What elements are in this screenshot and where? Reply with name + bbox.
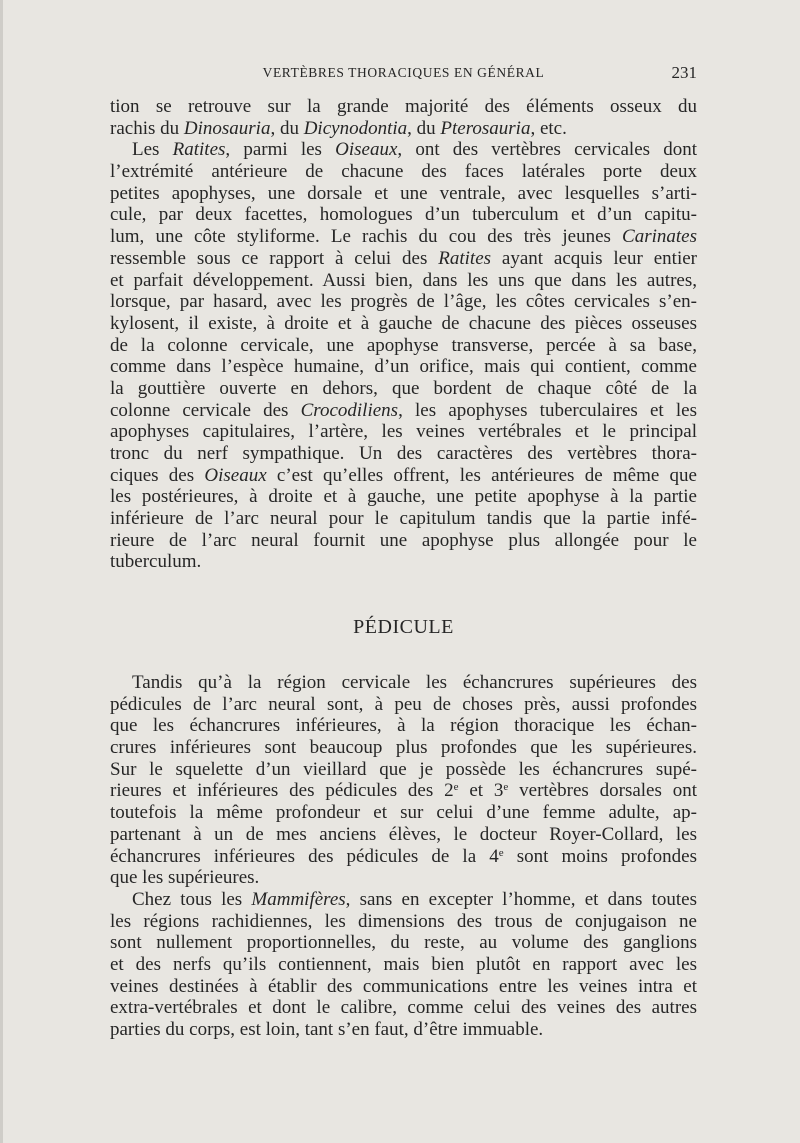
italic-term: Dicynodontia [303,117,408,139]
text-line [110,161,697,183]
text-line [110,932,697,954]
text-run: tion se retrouve sur la grande majorité des éléments osseux du [110,96,697,117]
text-run: kylosent, il existe, à droite et à gauche de chacune des pièces osseuses [110,312,697,334]
text-run: , parmi les [225,139,336,161]
text-line [110,204,697,226]
text-line [110,291,697,313]
text-line [110,715,697,737]
text-line [110,954,697,976]
text-run: apophyses capitulaires, l’artère, les veines vertébrales et le principal [110,421,697,443]
text-run: et 3 [458,780,504,802]
text-run: ciques des [110,464,205,486]
italic-term: Oiseaux [204,464,267,486]
text-run: et des nerfs qu’ils contiennent, mais bien plutôt en rapport avec les [110,953,697,975]
text-line [110,378,697,400]
text-run: petites apophyses, une dorsale et une ventrale, avec lesquelles s’arti- [110,182,697,204]
text-run: , du [407,117,441,139]
running-head-title: VERTÈBRES THORACIQUES EN GÉNÉRAL [262,65,545,80]
text-line [110,530,697,552]
text-run: , sans en excepter l’homme, et dans toutes [345,888,697,910]
text-line [110,335,697,357]
text-run: Les [132,139,173,161]
text-run: l’extrémité antérieure de chacune des faces latérales porte deux [110,161,697,183]
paragraph [110,672,697,889]
text-line [110,96,697,118]
text-run: cule, par deux facettes, homologues d’un tuberculum et d’un capitu- [110,204,697,226]
text-line [110,356,697,378]
text-line [110,672,697,694]
text-run: comme dans l’espèce humaine, d’un orifice, mais qui contient, comme [110,356,697,378]
italic-term: Pterosauria [440,117,531,139]
section-heading: PÉDICULE [353,616,454,638]
text-run: extra-vertébrales et dont le calibre, comme celui des veines des autres [110,997,697,1019]
text-run: que les supérieures. [110,867,260,889]
text-run: rachis du [110,117,184,139]
text-run: de la colonne cervicale, une apophyse transverse, percée à sa base, [110,334,697,356]
body-text-after-heading [110,672,697,1041]
text-run: et parfait développement. Aussi bien, dans les uns que dans les autres, [110,269,697,291]
text-run: colonne cervicale des [110,399,301,421]
italic-term: Mammifères [251,888,346,910]
text-line [110,889,697,911]
text-line [110,465,697,487]
running-head [110,62,697,84]
text-line [110,270,697,292]
text-line [110,118,697,140]
text-line [110,226,697,248]
text-run: pédicules de l’arc neural sont, à peu de choses près, aussi profondes [110,693,697,715]
text-run: la gouttière ouverte en dehors, que bordent de chaque côté de la [110,377,697,399]
italic-term: Crocodiliens [300,399,399,421]
text-line [110,997,697,1019]
body-text-before-heading [110,96,697,573]
text-run: toutefois la même profondeur et sur celui d’une femme adulte, ap- [110,802,697,824]
text-line [110,400,697,422]
text-line [110,443,697,465]
text-run: lum, une côte styliforme. Le rachis du cou des très jeunes [110,226,623,248]
text-run: ressemble sous ce rapport à celui des [110,247,439,269]
italic-term: Oiseaux [335,139,398,161]
text-run: tuberculum. [110,551,202,573]
text-run: partenant à un de mes anciens élèves, le docteur Royer-Collard, les [110,823,697,845]
text-run: crures inférieures sont beaucoup plus profondes que les supérieures. [110,737,697,759]
text-run: que les échancrures inférieures, à la région thoracique les échan- [110,715,697,737]
text-line [110,846,697,868]
text-line [110,421,697,443]
text-run: , du [270,117,304,139]
text-run: , les apophyses tuberculaires et les [398,399,697,421]
text-run: inférieure de l’arc neural pour le capitulum tandis que la partie infé- [110,508,697,530]
text-run: ayant acquis leur entier [491,247,697,269]
text-run: parties du corps, est loin, tant s’en faut, d’être immuable. [110,1019,544,1040]
text-run: c’est qu’elles offrent, les antérieures de même que [266,464,697,486]
scan-edge [0,0,3,1143]
text-line [110,737,697,759]
text-line [110,139,697,161]
text-run: Chez tous les [132,888,252,910]
text-run: échancrures inférieures des pédicules de la 4 [110,845,499,867]
ordinal-superscript: e [503,781,509,794]
text-line [110,313,697,335]
paragraph [110,139,697,573]
text-line [110,976,697,998]
text-run: , etc. [530,117,567,139]
italic-term: Ratites [438,247,492,269]
paragraph [110,96,697,139]
text-run: les postérieures, à droite et à gauche, une petite apophyse à la partie [110,486,697,508]
text-line [110,183,697,205]
text-run: tronc du nerf sympathique. Un des caractères des vertèbres thora- [110,443,697,464]
text-line [110,508,697,530]
text-run: rieure de l’arc neural fournit une apophyse plus allongée pour le [110,529,697,551]
text-run: Tandis qu’à la région cervicale les échancrures supérieures des [132,672,697,693]
text-line [110,867,697,889]
ordinal-superscript: e [453,781,459,794]
text-line [110,551,697,573]
text-run: veines destinées à établir des communications entre les veines intra et [110,975,697,997]
text-run: sont nullement proportionnelles, du reste, au volume des ganglions [110,932,697,954]
text-line [110,824,697,846]
text-run: rieures et inférieures des pédicules des 2 [110,780,454,802]
text-line [110,780,697,802]
text-run: , ont des vertèbres cervicales dont [397,139,697,161]
text-line [110,486,697,508]
ordinal-superscript: e [498,846,504,859]
text-run: Sur le squelette d’un vieillard que je possède les échancrures supé- [110,758,697,780]
text-line [110,694,697,716]
italic-term: Ratites [172,139,226,161]
text-run: lorsque, par hasard, avec les progrès de l’âge, les côtes cervicales s’en- [110,291,697,313]
italic-term: Dinosauria [183,117,271,139]
italic-term: Carinates [622,226,697,248]
text-run: sont moins profondes [503,845,698,867]
text-run: vertèbres dorsales ont [508,780,697,802]
text-line [110,911,697,933]
text-line [110,759,697,781]
text-line [110,1019,697,1041]
text-line [110,802,697,824]
paragraph [110,889,697,1041]
text-run: les régions rachidiennes, les dimensions des trous de conjugaison ne [110,910,697,932]
text-line [110,248,697,270]
page-number: 231 [671,63,697,82]
